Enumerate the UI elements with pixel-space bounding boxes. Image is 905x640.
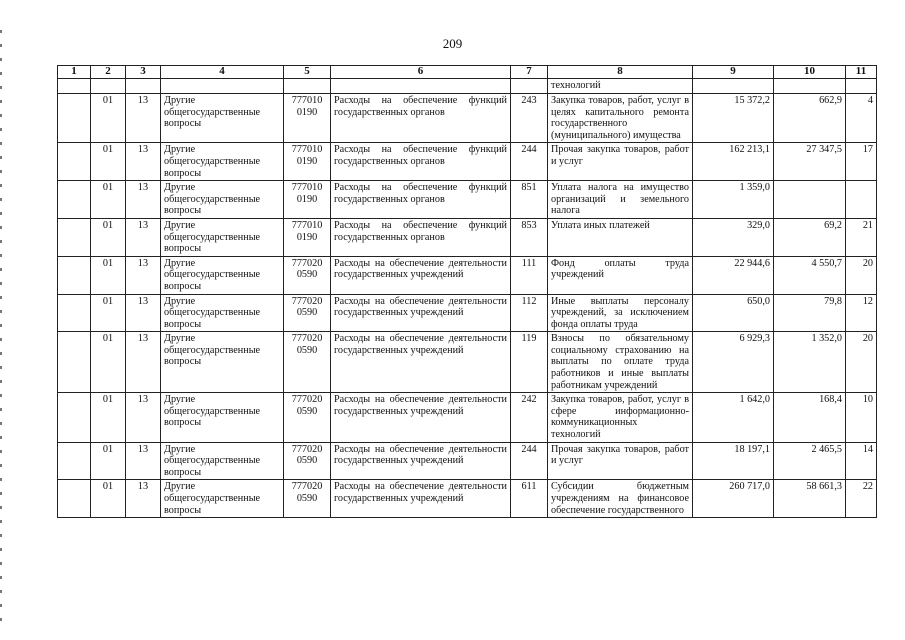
table-row bbox=[58, 94, 877, 143]
column-header-7: 7 bbox=[511, 66, 548, 79]
cell-col-8: Прочая закупка товаров, работ и услуг bbox=[548, 442, 693, 480]
table-row bbox=[58, 480, 877, 518]
cell-col-10: 4 550,7 bbox=[774, 256, 846, 294]
cell-col-11: 10 bbox=[846, 393, 877, 442]
cell-col-6: Расходы на обеспечение функций государственных органов bbox=[331, 143, 511, 181]
cell-col-6: Расходы на обеспечение деятельности государственных учреждений bbox=[331, 332, 511, 393]
continuation-row bbox=[58, 79, 877, 94]
cell-col-2: 01 bbox=[91, 94, 126, 143]
cell-col-4: Другие общегосударственные вопросы bbox=[161, 442, 284, 480]
cell-col-11 bbox=[846, 181, 877, 219]
cell-col-5: 777020 0590 bbox=[284, 294, 331, 332]
table-row bbox=[58, 256, 877, 294]
cell-col-1 bbox=[58, 181, 91, 219]
cell-col-2: 01 bbox=[91, 480, 126, 518]
cell-col-10: 27 347,5 bbox=[774, 143, 846, 181]
cell-col-3: 13 bbox=[126, 294, 161, 332]
cell-col-11: 17 bbox=[846, 143, 877, 181]
cell-col-11: 14 bbox=[846, 442, 877, 480]
cell-col-8: Закупка товаров, работ, услуг в сфере информационно-коммуникационных технологий bbox=[548, 393, 693, 442]
cell-col-10: 58 661,3 bbox=[774, 480, 846, 518]
cell-col-9: 1 642,0 bbox=[693, 393, 774, 442]
cell-col-7: 851 bbox=[511, 181, 548, 219]
cell-col-3: 13 bbox=[126, 256, 161, 294]
table-row bbox=[58, 442, 877, 480]
cell-col-1 bbox=[58, 256, 91, 294]
column-header-11: 11 bbox=[846, 66, 877, 79]
column-header-4: 4 bbox=[161, 66, 284, 79]
cell-col-1 bbox=[58, 218, 91, 256]
cell-col-10: 79,8 bbox=[774, 294, 846, 332]
cell-col-8: Прочая закупка товаров, работ и услуг bbox=[548, 143, 693, 181]
cell-col-8: Закупка товаров, работ, услуг в целях капитального ремонта государственного (муниципального) имущества bbox=[548, 94, 693, 143]
table-row bbox=[58, 181, 877, 219]
table-row bbox=[58, 294, 877, 332]
cell-col-2: 01 bbox=[91, 181, 126, 219]
cell-col-2: 01 bbox=[91, 393, 126, 442]
cell-col-7: 244 bbox=[511, 442, 548, 480]
cell-col-3: 13 bbox=[126, 442, 161, 480]
cell-col-9: 18 197,1 bbox=[693, 442, 774, 480]
cell-col-1 bbox=[58, 143, 91, 181]
cell-col-6: Расходы на обеспечение деятельности государственных учреждений bbox=[331, 442, 511, 480]
cell-col-6: Расходы на обеспечение функций государственных органов bbox=[331, 94, 511, 143]
cell-col-5: 777010 0190 bbox=[284, 143, 331, 181]
cell-col-3: 13 bbox=[126, 143, 161, 181]
column-header-5: 5 bbox=[284, 66, 331, 79]
cell-col-11: 22 bbox=[846, 480, 877, 518]
cell-col-10: 168,4 bbox=[774, 393, 846, 442]
continuation-text: технологий bbox=[548, 79, 693, 94]
cell-col-6: Расходы на обеспечение деятельности государственных учреждений bbox=[331, 393, 511, 442]
cell-col-3: 13 bbox=[126, 94, 161, 143]
cell-col-5: 777020 0590 bbox=[284, 393, 331, 442]
cell-col-4: Другие общегосударственные вопросы bbox=[161, 332, 284, 393]
cell-col-5: 777020 0590 bbox=[284, 480, 331, 518]
cell-col-5: 777010 0190 bbox=[284, 94, 331, 143]
cell-col-8: Взносы по обязательному социальному страхованию на выплаты по оплате труда работников и иные выплаты работникам учреждений bbox=[548, 332, 693, 393]
cell-col-4: Другие общегосударственные вопросы bbox=[161, 480, 284, 518]
cell-col-9: 1 359,0 bbox=[693, 181, 774, 219]
cell-col-6: Расходы на обеспечение деятельности государственных учреждений bbox=[331, 480, 511, 518]
cell-col-4: Другие общегосударственные вопросы bbox=[161, 393, 284, 442]
cell-col-11: 12 bbox=[846, 294, 877, 332]
cell-col-5: 777010 0190 bbox=[284, 218, 331, 256]
cell-col-3: 13 bbox=[126, 332, 161, 393]
cell-col-1 bbox=[58, 480, 91, 518]
cell-col-7: 243 bbox=[511, 94, 548, 143]
cell-col-6: Расходы на обеспечение деятельности государственных учреждений bbox=[331, 294, 511, 332]
cell-col-4: Другие общегосударственные вопросы bbox=[161, 218, 284, 256]
column-header-9: 9 bbox=[693, 66, 774, 79]
cell-col-11: 21 bbox=[846, 218, 877, 256]
cell-col-1 bbox=[58, 94, 91, 143]
page-number: 209 bbox=[442, 36, 463, 51]
cell-col-1 bbox=[58, 393, 91, 442]
cell-col-3: 13 bbox=[126, 480, 161, 518]
cell-col-11: 20 bbox=[846, 256, 877, 294]
column-header-1: 1 bbox=[58, 66, 91, 79]
cell-col-4: Другие общегосударственные вопросы bbox=[161, 94, 284, 143]
cell-col-7: 112 bbox=[511, 294, 548, 332]
cell-col-8: Иные выплаты персоналу учреждений, за исключением фонда оплаты труда bbox=[548, 294, 693, 332]
cell-col-9: 329,0 bbox=[693, 218, 774, 256]
cell-col-5: 777020 0590 bbox=[284, 256, 331, 294]
column-header-6: 6 bbox=[331, 66, 511, 79]
cell-col-6: Расходы на обеспечение функций государственных органов bbox=[331, 218, 511, 256]
cell-col-3: 13 bbox=[126, 181, 161, 219]
cell-col-10 bbox=[774, 181, 846, 219]
column-header-8: 8 bbox=[548, 66, 693, 79]
cell-col-8: Уплата налога на имущество организаций и земельного налога bbox=[548, 181, 693, 219]
cell-col-9: 15 372,2 bbox=[693, 94, 774, 143]
scan-margin-marks bbox=[0, 30, 2, 630]
cell-col-7: 242 bbox=[511, 393, 548, 442]
cell-col-7: 611 bbox=[511, 480, 548, 518]
cell-col-5: 777020 0590 bbox=[284, 442, 331, 480]
cell-col-2: 01 bbox=[91, 218, 126, 256]
cell-col-8: Фонд оплаты труда учреждений bbox=[548, 256, 693, 294]
cell-col-9: 162 213,1 bbox=[693, 143, 774, 181]
cell-col-7: 853 bbox=[511, 218, 548, 256]
cell-col-6: Расходы на обеспечение функций государственных органов bbox=[331, 181, 511, 219]
cell-col-4: Другие общегосударственные вопросы bbox=[161, 256, 284, 294]
cell-col-9: 6 929,3 bbox=[693, 332, 774, 393]
table-body bbox=[58, 79, 877, 518]
cell-col-7: 119 bbox=[511, 332, 548, 393]
cell-col-10: 69,2 bbox=[774, 218, 846, 256]
cell-col-9: 22 944,6 bbox=[693, 256, 774, 294]
cell-col-6: Расходы на обеспечение деятельности государственных учреждений bbox=[331, 256, 511, 294]
cell-col-11: 4 bbox=[846, 94, 877, 143]
budget-table bbox=[57, 65, 877, 518]
cell-col-8: Субсидии бюджетным учреждениям на финансовое обеспечение государственного bbox=[548, 480, 693, 518]
cell-col-3: 13 bbox=[126, 218, 161, 256]
cell-col-10: 2 465,5 bbox=[774, 442, 846, 480]
cell-col-4: Другие общегосударственные вопросы bbox=[161, 294, 284, 332]
cell-col-2: 01 bbox=[91, 143, 126, 181]
cell-col-5: 777020 0590 bbox=[284, 332, 331, 393]
column-header-10: 10 bbox=[774, 66, 846, 79]
cell-col-3: 13 bbox=[126, 393, 161, 442]
column-number-header bbox=[58, 66, 877, 79]
cell-col-2: 01 bbox=[91, 256, 126, 294]
cell-col-8: Уплата иных платежей bbox=[548, 218, 693, 256]
column-header-3: 3 bbox=[126, 66, 161, 79]
table-row bbox=[58, 393, 877, 442]
cell-col-10: 662,9 bbox=[774, 94, 846, 143]
cell-col-1 bbox=[58, 294, 91, 332]
cell-col-4: Другие общегосударственные вопросы bbox=[161, 181, 284, 219]
cell-col-2: 01 bbox=[91, 442, 126, 480]
cell-col-7: 111 bbox=[511, 256, 548, 294]
cell-col-4: Другие общегосударственные вопросы bbox=[161, 143, 284, 181]
cell-col-2: 01 bbox=[91, 294, 126, 332]
cell-col-5: 777010 0190 bbox=[284, 181, 331, 219]
cell-col-11: 20 bbox=[846, 332, 877, 393]
cell-col-9: 260 717,0 bbox=[693, 480, 774, 518]
cell-col-7: 244 bbox=[511, 143, 548, 181]
column-header-2: 2 bbox=[91, 66, 126, 79]
cell-col-1 bbox=[58, 442, 91, 480]
table-row bbox=[58, 143, 877, 181]
cell-col-10: 1 352,0 bbox=[774, 332, 846, 393]
table-row bbox=[58, 332, 877, 393]
cell-col-1 bbox=[58, 332, 91, 393]
cell-col-9: 650,0 bbox=[693, 294, 774, 332]
table-row bbox=[58, 218, 877, 256]
cell-col-2: 01 bbox=[91, 332, 126, 393]
